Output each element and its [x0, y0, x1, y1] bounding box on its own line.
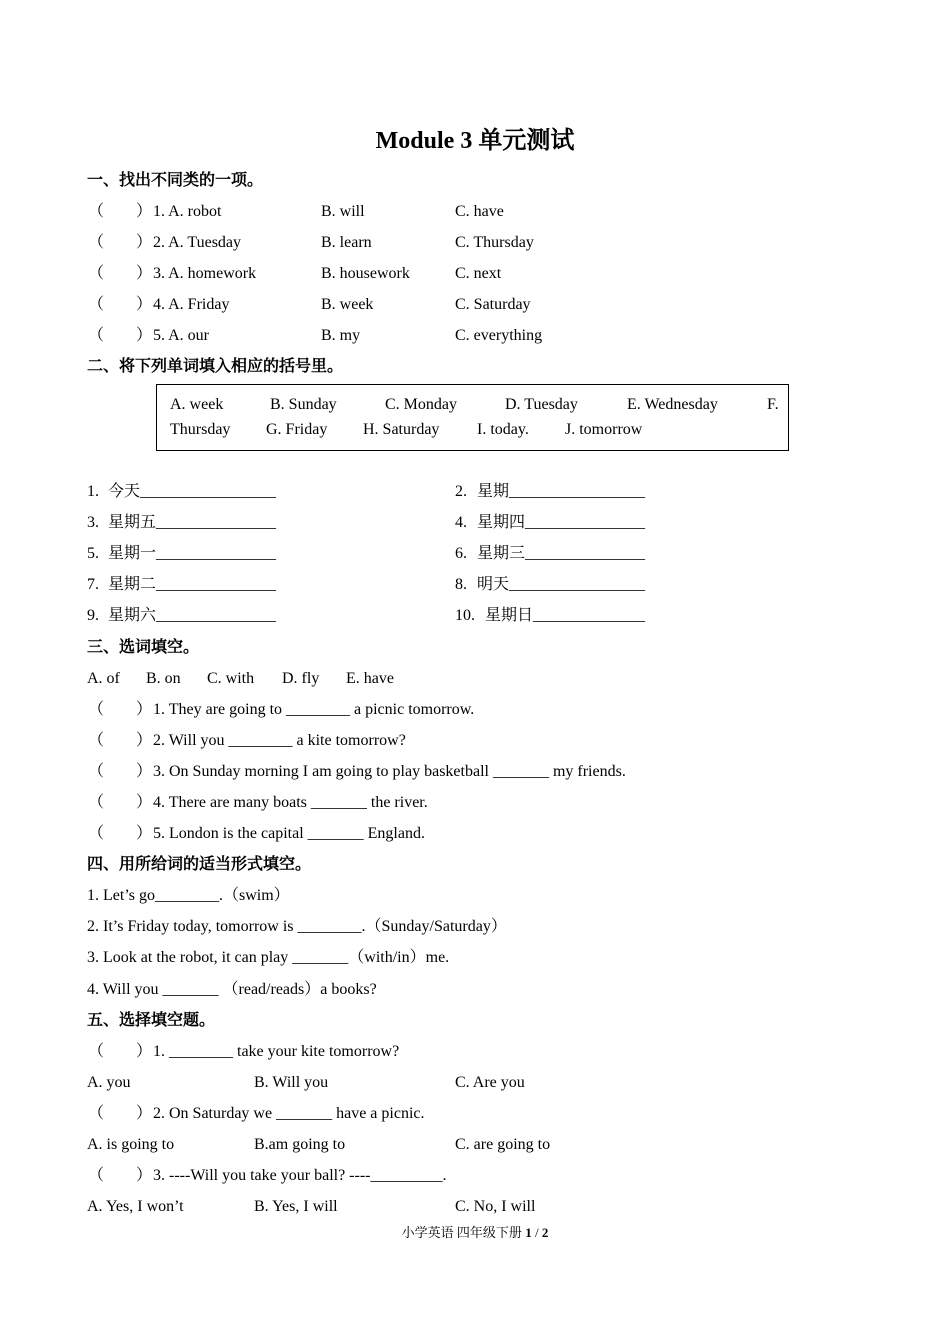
fill-blank-item: 星期三_______________ — [477, 545, 646, 562]
answer-paren: （ ） — [88, 794, 153, 811]
option-label: C. with — [207, 670, 255, 687]
answer-paren: （ ） — [88, 732, 153, 749]
word-bank-word: F. — [767, 396, 779, 413]
choice-a: A. is going to — [87, 1136, 175, 1153]
question-option-c: C. have — [455, 203, 504, 220]
footer-separator: / — [531, 1225, 542, 1240]
choice-c: C. are going to — [455, 1136, 551, 1153]
item-number: 5. — [87, 545, 99, 562]
choice-c: C. No, I will — [455, 1198, 536, 1215]
answer-paren: （ ） — [88, 701, 153, 718]
question-option-a: 1. A. robot — [153, 203, 222, 220]
option-label: B. on — [146, 670, 181, 687]
question-option-b: B. my — [321, 327, 361, 344]
question-option-c: C. next — [455, 265, 502, 282]
word-bank-word: E. Wednesday — [627, 396, 718, 413]
choice-b: B. Will you — [254, 1074, 329, 1091]
word-bank-word: J. tomorrow — [565, 421, 643, 438]
word-bank-word: B. Sunday — [270, 396, 337, 413]
question-text: 5. London is the capital _______ England. — [153, 825, 425, 842]
choice-c: C. Are you — [455, 1074, 525, 1091]
choice-b: B. Yes, I will — [254, 1198, 338, 1215]
question-text: 2. Will you ________ a kite tomorrow? — [153, 732, 406, 749]
question-option-b: B. learn — [321, 234, 372, 251]
section-5-heading: 五、选择填空题。 — [87, 1012, 216, 1029]
answer-paren: （ ） — [88, 203, 153, 220]
question-option-c: C. Saturday — [455, 296, 531, 313]
section-3-heading: 三、选词填空。 — [87, 639, 200, 656]
fill-blank-item: 星期日______________ — [485, 607, 646, 624]
item-number: 1. — [87, 483, 99, 500]
word-bank-word: G. Friday — [266, 421, 328, 438]
answer-paren: （ ） — [88, 327, 153, 344]
page-footer — [0, 1224, 950, 1242]
question-option-c: C. Thursday — [455, 234, 534, 251]
question-text: 3. On Sunday morning I am going to play basketball _______ my friends. — [153, 763, 626, 780]
fill-blank-item: 星期四_______________ — [477, 514, 646, 531]
question-option-a: 2. A. Tuesday — [153, 234, 242, 251]
question-text: 4. There are many boats _______ the river. — [153, 794, 428, 811]
question-text: 1. ________ take your kite tomorrow? — [153, 1043, 400, 1060]
footer-page-total: 2 — [541, 1225, 549, 1240]
question-text: 4. Will you _______ （read/reads）a books? — [87, 981, 377, 998]
question-option-b: B. week — [321, 296, 374, 313]
answer-paren: （ ） — [88, 1167, 153, 1184]
choice-a: A. Yes, I won’t — [87, 1198, 184, 1215]
section-1-heading: 一、找出不同类的一项。 — [87, 172, 264, 189]
fill-blank-item: 星期一_______________ — [108, 545, 277, 562]
page-title: Module 3 单元测试 — [375, 128, 575, 154]
fill-blank-item: 星期_________________ — [477, 483, 646, 500]
option-label: D. fly — [282, 670, 320, 687]
question-text: 2. On Saturday we _______ have a picnic. — [153, 1105, 425, 1122]
answer-paren: （ ） — [88, 825, 153, 842]
word-bank-word: D. Tuesday — [505, 396, 578, 413]
item-number: 8. — [455, 576, 467, 593]
word-bank-word: A. week — [170, 396, 224, 413]
fill-blank-item: 星期六_______________ — [108, 607, 277, 624]
question-option-b: B. housework — [321, 265, 410, 282]
item-number: 3. — [87, 514, 99, 531]
word-bank-word: H. Saturday — [363, 421, 440, 438]
question-option-c: C. everything — [455, 327, 543, 344]
fill-blank-item: 星期二_______________ — [108, 576, 277, 593]
section-2-heading: 二、将下列单词填入相应的括号里。 — [87, 358, 344, 375]
word-bank-box — [156, 384, 789, 451]
question-option-a: 3. A. homework — [153, 265, 257, 282]
word-bank-word: C. Monday — [385, 396, 457, 413]
answer-paren: （ ） — [88, 763, 153, 780]
item-number: 7. — [87, 576, 99, 593]
question-option-a: 4. A. Friday — [153, 296, 230, 313]
question-text: 1. They are going to ________ a picnic tomorrow. — [153, 701, 475, 718]
question-text: 2. It’s Friday today, tomorrow is ________.（Sunday/Saturday） — [87, 918, 507, 935]
word-bank-word: I. today. — [477, 421, 529, 438]
choice-b: B.am going to — [254, 1136, 346, 1153]
question-text: 1. Let’s go________.（swim） — [87, 887, 290, 904]
answer-paren: （ ） — [88, 1043, 153, 1060]
question-text: 3. ----Will you take your ball? ----_________. — [153, 1167, 447, 1184]
footer-page-number: 1 — [525, 1225, 532, 1240]
option-label: A. of — [87, 670, 120, 687]
item-number: 2. — [455, 483, 467, 500]
answer-paren: （ ） — [88, 234, 153, 251]
word-bank-word: Thursday — [170, 421, 231, 438]
fill-blank-item: 今天_________________ — [108, 483, 277, 500]
item-number: 10. — [455, 607, 475, 624]
fill-blank-item: 星期五_______________ — [108, 514, 277, 531]
answer-paren: （ ） — [88, 296, 153, 313]
item-number: 4. — [455, 514, 467, 531]
answer-paren: （ ） — [88, 265, 153, 282]
question-option-b: B. will — [321, 203, 365, 220]
item-number: 9. — [87, 607, 99, 624]
section-4-heading: 四、用所给词的适当形式填空。 — [87, 856, 312, 873]
question-option-a: 5. A. our — [153, 327, 209, 344]
fill-blank-item: 明天_________________ — [477, 576, 646, 593]
question-text: 3. Look at the robot, it can play _______（with/in）me. — [87, 949, 450, 966]
footer-course: 小学英语 四年级下册 — [401, 1225, 522, 1240]
answer-paren: （ ） — [88, 1105, 153, 1122]
choice-a: A. you — [87, 1074, 131, 1091]
option-label: E. have — [346, 670, 394, 687]
item-number: 6. — [455, 545, 467, 562]
